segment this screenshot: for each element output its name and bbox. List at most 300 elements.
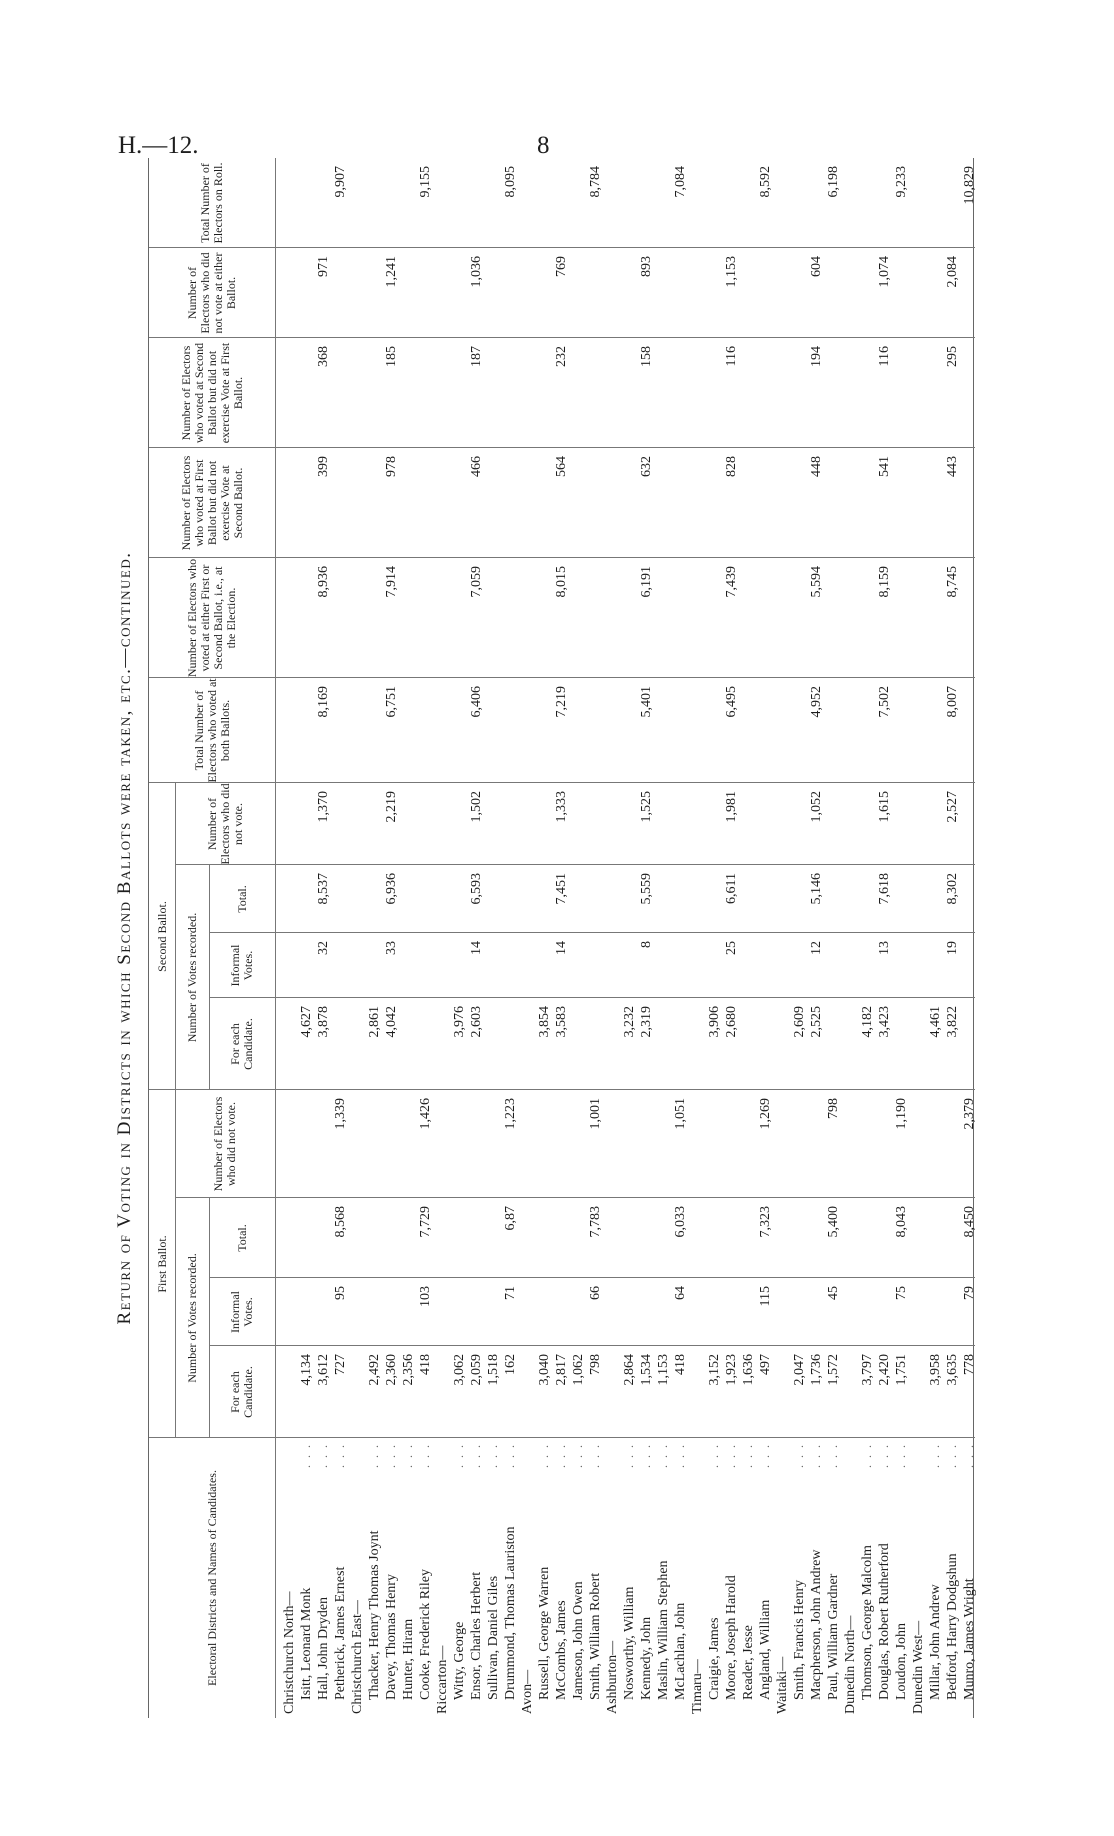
fb-candidate-votes: 2,059 bbox=[469, 1354, 484, 1386]
candidate-name: Russell, George Warren bbox=[537, 1566, 552, 1700]
fb-candidate-votes: 3,062 bbox=[452, 1354, 467, 1386]
fb-did-not-vote: 1,190 bbox=[894, 1098, 909, 1130]
candidate-row bbox=[893, 158, 910, 1718]
candidate-row bbox=[808, 158, 825, 1718]
voted-neither: 1,153 bbox=[724, 256, 739, 288]
header-voted-both: Total Number of Electors who voted at both Ballots. bbox=[191, 678, 232, 783]
page-number: 8 bbox=[537, 132, 550, 159]
candidate-name: Cooke, Frederick Riley bbox=[418, 1568, 433, 1700]
sb-informal-votes: 32 bbox=[316, 941, 331, 955]
header-roll: Total Number of Electors on Roll. bbox=[198, 162, 225, 244]
voted-either: 7,914 bbox=[384, 566, 399, 598]
voted-neither: 769 bbox=[554, 256, 569, 277]
header-candidates: Electoral Districts and Names of Candidates. bbox=[204, 1470, 219, 1686]
candidate-row bbox=[468, 158, 485, 1718]
fb-informal-votes: 115 bbox=[758, 1286, 773, 1307]
fb-candidate-votes: 1,572 bbox=[826, 1354, 841, 1386]
candidate-row bbox=[383, 158, 400, 1718]
candidate-name: McLachlan, John bbox=[673, 1602, 688, 1700]
header-sb-informal: Informal Votes. bbox=[228, 944, 255, 987]
fb-total-votes: 8,568 bbox=[333, 1206, 348, 1238]
candidate-name: Paul, William Gardner bbox=[826, 1573, 841, 1700]
sb-informal-votes: 25 bbox=[724, 941, 739, 955]
fb-candidate-votes: 1,923 bbox=[724, 1354, 739, 1386]
voted-either: 5,594 bbox=[809, 566, 824, 598]
voted-both: 6,406 bbox=[469, 686, 484, 718]
header-rule bbox=[209, 865, 210, 1090]
district-name: Riccarton— bbox=[435, 1645, 450, 1714]
candidate-name: Moore, Joseph Harold bbox=[724, 1575, 739, 1700]
second-not-first: 232 bbox=[554, 346, 569, 367]
fb-candidate-votes: 2,817 bbox=[554, 1354, 569, 1386]
sb-candidate-votes: 3,976 bbox=[452, 1006, 467, 1038]
candidate-name: Hall, John Dryden bbox=[316, 1596, 331, 1700]
sb-total-votes: 8,302 bbox=[945, 873, 960, 905]
voted-both: 8,007 bbox=[945, 686, 960, 718]
fb-candidate-votes: 3,958 bbox=[928, 1354, 943, 1386]
page-code: H.—12. bbox=[118, 132, 199, 159]
second-not-first: 158 bbox=[639, 346, 654, 367]
header-rule bbox=[209, 1198, 210, 1438]
sb-candidate-votes: 3,854 bbox=[537, 1006, 552, 1038]
rotated-table-wrapper bbox=[114, 158, 982, 1718]
fb-total-votes: 8,043 bbox=[894, 1206, 909, 1238]
fb-did-not-vote: 1,051 bbox=[673, 1098, 688, 1130]
leader-dots: . . . bbox=[537, 1443, 551, 1468]
second-not-first: 368 bbox=[316, 346, 331, 367]
sb-informal-votes: 19 bbox=[945, 941, 960, 955]
candidate-name: Douglas, Robert Rutherford bbox=[877, 1543, 892, 1700]
leader-dots: . . . bbox=[945, 1443, 959, 1468]
candidate-row bbox=[876, 158, 893, 1718]
header-sb-for-each: For each Candidate. bbox=[228, 1018, 255, 1070]
electors-on-roll: 9,907 bbox=[333, 166, 348, 198]
candidate-row bbox=[298, 158, 315, 1718]
leader-dots: . . . bbox=[860, 1443, 874, 1468]
header-first-not-second: Number of Electors who voted at First Ballot but did not exercise Vote at Second Ballot. bbox=[178, 455, 245, 551]
voted-either: 6,191 bbox=[639, 566, 654, 598]
fb-candidate-votes: 2,492 bbox=[367, 1354, 382, 1386]
fb-did-not-vote: 798 bbox=[826, 1098, 841, 1119]
leader-dots: . . . bbox=[656, 1443, 670, 1468]
district-name: Christchurch North— bbox=[282, 1591, 297, 1714]
fb-candidate-votes: 727 bbox=[333, 1354, 348, 1375]
sb-informal-votes: 14 bbox=[554, 941, 569, 955]
sb-candidate-votes: 2,861 bbox=[367, 1006, 382, 1038]
fb-did-not-vote: 1,339 bbox=[333, 1098, 348, 1130]
leader-dots: . . . bbox=[928, 1443, 942, 1468]
candidate-row bbox=[859, 158, 876, 1718]
sb-candidate-votes: 2,609 bbox=[792, 1006, 807, 1038]
candidate-name: Craigie, James bbox=[707, 1617, 722, 1700]
sb-informal-votes: 14 bbox=[469, 941, 484, 955]
fb-did-not-vote: 1,269 bbox=[758, 1098, 773, 1130]
electors-on-roll: 9,155 bbox=[418, 166, 433, 198]
fb-candidate-votes: 1,518 bbox=[486, 1354, 501, 1386]
fb-candidate-votes: 1,062 bbox=[571, 1354, 586, 1386]
header-fb-votes-recorded: Number of Votes recorded. bbox=[184, 1253, 199, 1383]
candidate-name: Petherick, James Ernest bbox=[333, 1566, 348, 1700]
electors-on-roll: 7,084 bbox=[673, 166, 688, 198]
fb-total-votes: 7,729 bbox=[418, 1206, 433, 1238]
candidate-name: Isitt, Leonard Monk bbox=[299, 1587, 314, 1700]
sb-candidate-votes: 2,603 bbox=[469, 1006, 484, 1038]
sb-total-votes: 7,618 bbox=[877, 873, 892, 905]
fb-informal-votes: 71 bbox=[503, 1286, 518, 1300]
candidate-row bbox=[587, 158, 604, 1718]
sb-candidate-votes: 4,182 bbox=[860, 1006, 875, 1038]
voted-neither: 1,241 bbox=[384, 256, 399, 288]
candidate-name: Jameson, John Owen bbox=[571, 1581, 586, 1700]
candidate-name: Angland, William bbox=[758, 1599, 773, 1700]
sb-candidate-votes: 3,423 bbox=[877, 1006, 892, 1038]
candidate-row bbox=[638, 158, 655, 1718]
fb-candidate-votes: 2,864 bbox=[622, 1354, 637, 1386]
district-name: Dunedin West— bbox=[911, 1620, 926, 1714]
leader-dots: . . . bbox=[877, 1443, 891, 1468]
sb-candidate-votes: 2,680 bbox=[724, 1006, 739, 1038]
candidate-name: Sullivan, Daniel Giles bbox=[486, 1575, 501, 1700]
sb-total-votes: 7,451 bbox=[554, 873, 569, 905]
sb-did-not-vote: 1,615 bbox=[877, 791, 892, 823]
sb-total-votes: 6,936 bbox=[384, 873, 399, 905]
candidate-row bbox=[366, 158, 383, 1718]
header-voted-either: Number of Electors who voted at either First or Second Ballot, i.e., at the Election. bbox=[185, 558, 238, 678]
district-name: Timaru— bbox=[690, 1659, 705, 1714]
voted-either: 8,936 bbox=[316, 566, 331, 598]
voted-both: 4,952 bbox=[809, 686, 824, 718]
candidate-row bbox=[400, 158, 417, 1718]
candidate-row bbox=[944, 158, 961, 1718]
fb-informal-votes: 45 bbox=[826, 1286, 841, 1300]
sb-total-votes: 6,593 bbox=[469, 873, 484, 905]
fb-candidate-votes: 778 bbox=[962, 1354, 977, 1375]
header-fb-did-not-vote: Number of Electors who did not vote. bbox=[211, 1096, 238, 1192]
voted-both: 6,495 bbox=[724, 686, 739, 718]
second-not-first: 295 bbox=[945, 346, 960, 367]
leader-dots: . . . bbox=[401, 1443, 415, 1468]
fb-total-votes: 6,87 bbox=[503, 1206, 518, 1231]
fb-informal-votes: 103 bbox=[418, 1286, 433, 1307]
sb-total-votes: 6,611 bbox=[724, 873, 739, 904]
leader-dots: . . . bbox=[724, 1443, 738, 1468]
fb-informal-votes: 66 bbox=[588, 1286, 603, 1300]
leader-dots: . . . bbox=[809, 1443, 823, 1468]
candidate-name: Witty, George bbox=[452, 1621, 467, 1700]
header-second-not-first: Number of Electors who voted at Second Ballot but did not exercise Vote at First Ballot. bbox=[178, 342, 245, 444]
leader-dots: . . . bbox=[639, 1443, 653, 1468]
candidate-name: Davey, Thomas Henry bbox=[384, 1574, 399, 1700]
candidate-row bbox=[502, 158, 519, 1718]
fb-candidate-votes: 1,153 bbox=[656, 1354, 671, 1386]
sb-candidate-votes: 3,822 bbox=[945, 1006, 960, 1038]
voted-both: 6,751 bbox=[384, 686, 399, 718]
electors-on-roll: 8,095 bbox=[503, 166, 518, 198]
voted-neither: 604 bbox=[809, 256, 824, 277]
leader-dots: . . . bbox=[622, 1443, 636, 1468]
candidate-row bbox=[706, 158, 723, 1718]
first-not-second: 541 bbox=[877, 456, 892, 477]
candidate-name: Loudon, John bbox=[894, 1623, 909, 1700]
voted-either: 7,439 bbox=[724, 566, 739, 598]
candidate-name: Munro, James Wright bbox=[962, 1578, 977, 1700]
header-second-ballot: Second Ballot. bbox=[154, 901, 169, 972]
voted-either: 8,015 bbox=[554, 566, 569, 598]
candidate-name: Smith, William Robert bbox=[588, 1572, 603, 1700]
sb-informal-votes: 8 bbox=[639, 941, 654, 948]
leader-dots: . . . bbox=[792, 1443, 806, 1468]
leader-dots: . . . bbox=[741, 1443, 755, 1468]
sb-candidate-votes: 4,042 bbox=[384, 1006, 399, 1038]
leader-dots: . . . bbox=[316, 1443, 330, 1468]
electors-on-roll: 9,233 bbox=[894, 166, 909, 198]
second-not-first: 187 bbox=[469, 346, 484, 367]
fb-total-votes: 8,450 bbox=[962, 1206, 977, 1238]
voting-return-table bbox=[148, 158, 977, 1718]
sb-candidate-votes: 3,583 bbox=[554, 1006, 569, 1038]
candidate-name: Bedford, Harry Dodgshun bbox=[945, 1553, 960, 1700]
candidate-row bbox=[536, 158, 553, 1718]
candidate-name: Ensor, Charles Herbert bbox=[469, 1571, 484, 1700]
leader-dots: . . . bbox=[452, 1443, 466, 1468]
sb-did-not-vote: 1,525 bbox=[639, 791, 654, 823]
fb-did-not-vote: 2,379 bbox=[962, 1098, 977, 1130]
first-not-second: 448 bbox=[809, 456, 824, 477]
leader-dots: . . . bbox=[571, 1443, 585, 1468]
first-not-second: 564 bbox=[554, 456, 569, 477]
candidate-name: Thacker, Henry Thomas Joynt bbox=[367, 1530, 382, 1700]
second-not-first: 185 bbox=[384, 346, 399, 367]
district-name: Waitaki— bbox=[775, 1656, 790, 1714]
voted-both: 8,169 bbox=[316, 686, 331, 718]
header-fb-for-each: For each Candidate. bbox=[228, 1366, 255, 1418]
candidate-row bbox=[927, 158, 944, 1718]
district-row bbox=[689, 158, 706, 1718]
candidate-row bbox=[961, 158, 978, 1718]
fb-did-not-vote: 1,223 bbox=[503, 1098, 518, 1130]
fb-candidate-votes: 3,635 bbox=[945, 1354, 960, 1386]
candidate-row bbox=[757, 158, 774, 1718]
fb-candidate-votes: 418 bbox=[673, 1354, 688, 1375]
sb-total-votes: 8,537 bbox=[316, 873, 331, 905]
first-not-second: 466 bbox=[469, 456, 484, 477]
district-name: Dunedin North— bbox=[843, 1615, 858, 1714]
sb-candidate-votes: 3,878 bbox=[316, 1006, 331, 1038]
sb-informal-votes: 12 bbox=[809, 941, 824, 955]
fb-candidate-votes: 3,612 bbox=[316, 1354, 331, 1386]
candidate-name: Reader, Jesse bbox=[741, 1625, 756, 1700]
sb-total-votes: 5,559 bbox=[639, 873, 654, 905]
candidate-row bbox=[655, 158, 672, 1718]
sb-total-votes: 5,146 bbox=[809, 873, 824, 905]
fb-candidate-votes: 2,360 bbox=[384, 1354, 399, 1386]
candidate-name: Macpherson, John Andrew bbox=[809, 1549, 824, 1700]
candidate-name: Drummond, Thomas Lauriston bbox=[503, 1526, 518, 1700]
header-first-ballot: First Ballot. bbox=[154, 1235, 169, 1293]
fb-informal-votes: 75 bbox=[894, 1286, 909, 1300]
sb-candidate-votes: 4,461 bbox=[928, 1006, 943, 1038]
fb-candidate-votes: 162 bbox=[503, 1354, 518, 1375]
district-row bbox=[434, 158, 451, 1718]
district-row bbox=[349, 158, 366, 1718]
leader-dots: . . . bbox=[384, 1443, 398, 1468]
fb-candidate-votes: 418 bbox=[418, 1354, 433, 1375]
leader-dots: . . . bbox=[673, 1443, 687, 1468]
sb-candidate-votes: 2,319 bbox=[639, 1006, 654, 1038]
fb-candidate-votes: 2,356 bbox=[401, 1354, 416, 1386]
district-row bbox=[774, 158, 791, 1718]
sb-did-not-vote: 1,052 bbox=[809, 791, 824, 823]
candidate-row bbox=[672, 158, 689, 1718]
voted-either: 7,059 bbox=[469, 566, 484, 598]
leader-dots: . . . bbox=[826, 1443, 840, 1468]
voted-neither: 893 bbox=[639, 256, 654, 277]
first-not-second: 978 bbox=[384, 456, 399, 477]
voted-either: 8,159 bbox=[877, 566, 892, 598]
voted-both: 7,219 bbox=[554, 686, 569, 718]
sb-did-not-vote: 2,527 bbox=[945, 791, 960, 823]
leader-dots: . . . bbox=[418, 1443, 432, 1468]
candidate-row bbox=[791, 158, 808, 1718]
leader-dots: . . . bbox=[707, 1443, 721, 1468]
voted-neither: 2,084 bbox=[945, 256, 960, 288]
electors-on-roll: 6,198 bbox=[826, 166, 841, 198]
sb-did-not-vote: 1,370 bbox=[316, 791, 331, 823]
fb-candidate-votes: 4,134 bbox=[299, 1354, 314, 1386]
candidate-row bbox=[740, 158, 757, 1718]
candidate-row bbox=[723, 158, 740, 1718]
voted-either: 8,745 bbox=[945, 566, 960, 598]
leader-dots: . . . bbox=[588, 1443, 602, 1468]
header-neither: Number of Electors who did not vote at either Ballot. bbox=[185, 252, 238, 334]
district-row bbox=[281, 158, 298, 1718]
sb-candidate-votes: 3,232 bbox=[622, 1006, 637, 1038]
fb-total-votes: 6,033 bbox=[673, 1206, 688, 1238]
candidate-row bbox=[315, 158, 332, 1718]
candidate-name: Nosworthy, William bbox=[622, 1586, 637, 1700]
fb-candidate-votes: 2,420 bbox=[877, 1354, 892, 1386]
first-not-second: 828 bbox=[724, 456, 739, 477]
voted-both: 5,401 bbox=[639, 686, 654, 718]
district-row bbox=[842, 158, 859, 1718]
candidate-row bbox=[417, 158, 434, 1718]
leader-dots: . . . bbox=[367, 1443, 381, 1468]
header-fb-informal: Informal Votes. bbox=[228, 1291, 255, 1333]
sb-did-not-vote: 1,502 bbox=[469, 791, 484, 823]
candidate-row bbox=[621, 158, 638, 1718]
candidate-row bbox=[553, 158, 570, 1718]
candidate-name: Smith, Francis Henry bbox=[792, 1579, 807, 1700]
fb-did-not-vote: 1,001 bbox=[588, 1098, 603, 1130]
district-name: Ashburton— bbox=[605, 1640, 620, 1714]
leader-dots: . . . bbox=[758, 1443, 772, 1468]
header-rule bbox=[275, 158, 276, 1718]
electors-on-roll: 8,592 bbox=[758, 166, 773, 198]
second-not-first: 116 bbox=[877, 346, 892, 367]
leader-dots: . . . bbox=[962, 1443, 976, 1468]
fb-candidate-votes: 3,040 bbox=[537, 1354, 552, 1386]
fb-total-votes: 5,400 bbox=[826, 1206, 841, 1238]
sb-candidate-votes: 4,627 bbox=[299, 1006, 314, 1038]
fb-did-not-vote: 1,426 bbox=[418, 1098, 433, 1130]
sb-candidate-votes: 3,906 bbox=[707, 1006, 722, 1038]
sb-did-not-vote: 1,981 bbox=[724, 791, 739, 823]
table-title: Return of Voting in Districts in which Second Ballots were taken, etc.—continued. bbox=[114, 551, 135, 1325]
fb-informal-votes: 64 bbox=[673, 1286, 688, 1300]
first-not-second: 632 bbox=[639, 456, 654, 477]
voted-both: 7,502 bbox=[877, 686, 892, 718]
fb-total-votes: 7,783 bbox=[588, 1206, 603, 1238]
header-fb-total: Total. bbox=[234, 1224, 249, 1252]
header-sb-did-not-vote: Number of Electors who did not vote. bbox=[204, 783, 245, 865]
leader-dots: . . . bbox=[894, 1443, 908, 1468]
candidate-name: Hunter, Hiram bbox=[401, 1618, 416, 1700]
sb-informal-votes: 33 bbox=[384, 941, 399, 955]
voted-neither: 1,074 bbox=[877, 256, 892, 288]
leader-dots: . . . bbox=[554, 1443, 568, 1468]
electors-on-roll: 8,784 bbox=[588, 166, 603, 198]
district-row bbox=[519, 158, 536, 1718]
candidate-name: Maslin, William Stephen bbox=[656, 1560, 671, 1700]
leader-dots: . . . bbox=[469, 1443, 483, 1468]
candidate-name: Thomson, George Malcolm bbox=[860, 1545, 875, 1700]
first-not-second: 443 bbox=[945, 456, 960, 477]
fb-candidate-votes: 798 bbox=[588, 1354, 603, 1375]
sb-candidate-votes: 2,525 bbox=[809, 1006, 824, 1038]
fb-informal-votes: 79 bbox=[962, 1286, 977, 1300]
candidate-row bbox=[451, 158, 468, 1718]
electors-on-roll: 10,829 bbox=[962, 166, 977, 205]
district-name: Avon— bbox=[520, 1669, 535, 1714]
leader-dots: . . . bbox=[503, 1443, 517, 1468]
sb-did-not-vote: 2,219 bbox=[384, 791, 399, 823]
candidate-row bbox=[485, 158, 502, 1718]
header-rule bbox=[175, 783, 176, 1438]
district-row bbox=[604, 158, 621, 1718]
fb-candidate-votes: 3,797 bbox=[860, 1354, 875, 1386]
fb-candidate-votes: 2,047 bbox=[792, 1354, 807, 1386]
candidate-name: Millar, John Andrew bbox=[928, 1584, 943, 1700]
fb-candidate-votes: 1,751 bbox=[894, 1354, 909, 1386]
sb-informal-votes: 13 bbox=[877, 941, 892, 955]
fb-informal-votes: 95 bbox=[333, 1286, 348, 1300]
fb-candidate-votes: 497 bbox=[758, 1354, 773, 1375]
district-row bbox=[910, 158, 927, 1718]
candidate-row bbox=[332, 158, 349, 1718]
fb-candidate-votes: 3,152 bbox=[707, 1354, 722, 1386]
candidate-row bbox=[570, 158, 587, 1718]
leader-dots: . . . bbox=[486, 1443, 500, 1468]
district-name: Christchurch East— bbox=[350, 1600, 365, 1714]
leader-dots: . . . bbox=[299, 1443, 313, 1468]
header-sb-total: Total. bbox=[234, 885, 249, 913]
voted-neither: 1,036 bbox=[469, 256, 484, 288]
fb-candidate-votes: 1,636 bbox=[741, 1354, 756, 1386]
second-not-first: 116 bbox=[724, 346, 739, 367]
candidate-name: McCombs, James bbox=[554, 1600, 569, 1700]
second-not-first: 194 bbox=[809, 346, 824, 367]
leader-dots: . . . bbox=[333, 1443, 347, 1468]
first-not-second: 399 bbox=[316, 456, 331, 477]
candidate-row bbox=[825, 158, 842, 1718]
candidate-name: Kennedy, John bbox=[639, 1616, 654, 1700]
fb-candidate-votes: 1,736 bbox=[809, 1354, 824, 1386]
sb-did-not-vote: 1,333 bbox=[554, 791, 569, 823]
header-sb-votes-recorded: Number of Votes recorded. bbox=[184, 912, 199, 1043]
voted-neither: 971 bbox=[316, 256, 331, 277]
fb-candidate-votes: 1,534 bbox=[639, 1354, 654, 1386]
fb-total-votes: 7,323 bbox=[758, 1206, 773, 1238]
